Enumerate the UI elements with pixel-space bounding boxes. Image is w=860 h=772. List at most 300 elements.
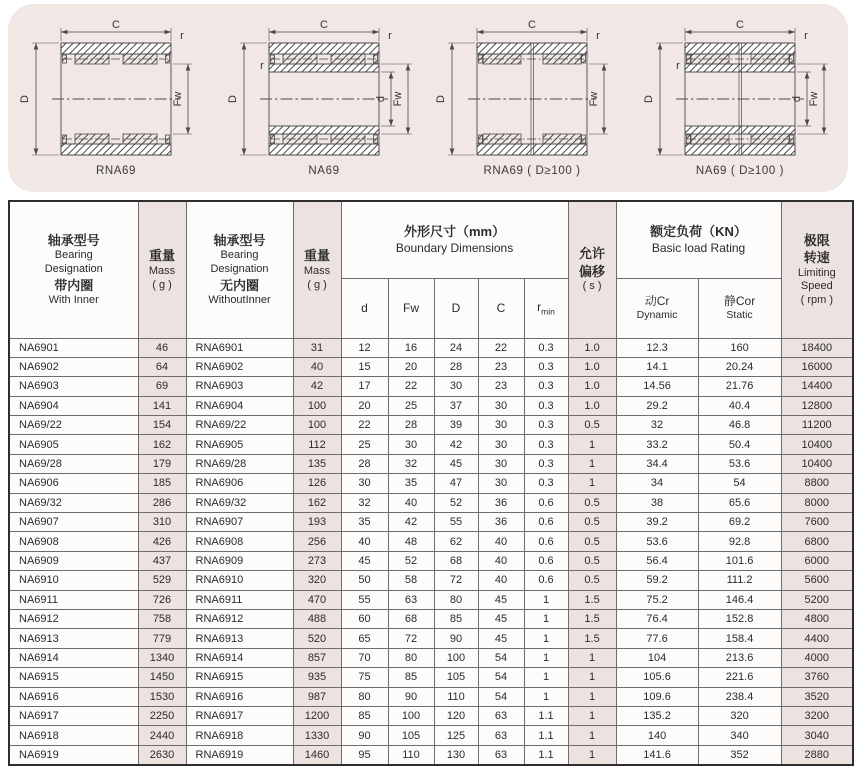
cell-dim-C: 30 — [478, 454, 524, 473]
diagram-rna69 — [16, 19, 216, 177]
cell-permissible-offset: 1 — [568, 745, 616, 765]
header-designation-without-inner — [186, 201, 293, 338]
cell-mass-without-inner: 100 — [293, 416, 341, 435]
cell-dynamic-cr: 38 — [616, 493, 698, 512]
cell-designation-without-inner: RNA6902 — [186, 357, 293, 376]
cell-dim-rmin: 0.3 — [524, 396, 568, 415]
cell-designation-with-inner: NA6903 — [9, 377, 138, 396]
cell-limiting-speed: 4000 — [781, 648, 853, 667]
bearing-spec-table — [8, 200, 854, 766]
diagram-caption: RNA69 ( D≥100 ) — [483, 165, 581, 177]
cell-mass-without-inner: 135 — [293, 454, 341, 473]
cell-dim-fw: 90 — [388, 687, 434, 706]
cell-designation-with-inner: NA69/28 — [9, 454, 138, 473]
cell-dim-rmin: 0.6 — [524, 571, 568, 590]
svg-text:D: D — [227, 95, 239, 103]
cell-mass-without-inner: 273 — [293, 551, 341, 570]
cell-designation-with-inner: NA6909 — [9, 551, 138, 570]
cell-mass-without-inner: 857 — [293, 648, 341, 667]
cell-designation-without-inner: RNA6913 — [186, 629, 293, 648]
header-designation-with-inner — [9, 201, 138, 338]
cell-dim-rmin: 1.1 — [524, 745, 568, 765]
header-text: Speed — [800, 280, 833, 293]
cell-designation-without-inner: RNA69/28 — [186, 454, 293, 473]
table-row — [9, 454, 853, 473]
cell-dim-D: 120 — [434, 706, 478, 725]
svg-text:C: C — [112, 19, 120, 31]
cell-dim-D: 125 — [434, 726, 478, 745]
cell-dim-fw: 52 — [388, 551, 434, 570]
cell-designation-with-inner: NA6907 — [9, 513, 138, 532]
cell-dynamic-cr: 56.4 — [616, 551, 698, 570]
cell-dynamic-cr: 32 — [616, 416, 698, 435]
cell-mass-without-inner: 470 — [293, 590, 341, 609]
cell-mass-without-inner: 31 — [293, 338, 341, 357]
bearing-cross-section — [432, 19, 632, 169]
table-row — [9, 435, 853, 454]
cell-designation-without-inner: RNA69/32 — [186, 493, 293, 512]
cell-dim-fw: 40 — [388, 493, 434, 512]
cell-dim-d: 20 — [341, 396, 388, 415]
cell-permissible-offset: 1 — [568, 668, 616, 687]
cell-dynamic-cr: 12.3 — [616, 338, 698, 357]
cell-limiting-speed: 12800 — [781, 396, 853, 415]
cell-dim-D: 105 — [434, 668, 478, 687]
cell-dynamic-cr: 34.4 — [616, 454, 698, 473]
diagram-caption: RNA69 — [95, 165, 137, 177]
cell-dim-C: 63 — [478, 706, 524, 725]
cell-dim-D: 100 — [434, 648, 478, 667]
cell-mass-without-inner: 1330 — [293, 726, 341, 745]
svg-text:C: C — [528, 19, 536, 31]
cell-mass-without-inner: 520 — [293, 629, 341, 648]
cell-dim-d: 70 — [341, 648, 388, 667]
cell-permissible-offset: 1.5 — [568, 590, 616, 609]
cell-designation-without-inner: RNA6907 — [186, 513, 293, 532]
cell-dim-rmin: 0.3 — [524, 357, 568, 376]
header-text: r — [537, 299, 542, 314]
cell-mass-without-inner: 935 — [293, 668, 341, 687]
cell-dim-rmin: 0.3 — [524, 454, 568, 473]
cell-static-cor: 46.8 — [698, 416, 781, 435]
cell-dim-fw: 28 — [388, 416, 434, 435]
cell-static-cor: 65.6 — [698, 493, 781, 512]
cell-dim-rmin: 1 — [524, 687, 568, 706]
cell-static-cor: 92.8 — [698, 532, 781, 551]
cell-mass-without-inner: 100 — [293, 396, 341, 415]
cell-dim-d: 95 — [341, 745, 388, 765]
header-text: Basic load Rating — [651, 240, 746, 255]
cell-permissible-offset: 0.5 — [568, 532, 616, 551]
table-header — [9, 201, 853, 338]
cell-limiting-speed: 7600 — [781, 513, 853, 532]
cell-mass-with-inner: 1340 — [138, 648, 186, 667]
header-text: 额定负荷（KN） — [650, 224, 747, 240]
cell-dim-d: 25 — [341, 435, 388, 454]
cell-dim-d: 45 — [341, 551, 388, 570]
svg-text:Fw: Fw — [808, 91, 820, 107]
cell-dim-D: 68 — [434, 551, 478, 570]
header-dynamic-cr — [616, 278, 698, 338]
cell-permissible-offset: 1 — [568, 687, 616, 706]
cell-static-cor: 101.6 — [698, 551, 781, 570]
cell-permissible-offset: 1.0 — [568, 338, 616, 357]
cell-dim-d: 75 — [341, 668, 388, 687]
cell-mass-with-inner: 69 — [138, 377, 186, 396]
cell-designation-with-inner: NA6917 — [9, 706, 138, 725]
cell-designation-without-inner: RNA6917 — [186, 706, 293, 725]
svg-text:r: r — [388, 30, 392, 42]
svg-text:r: r — [260, 60, 264, 72]
svg-text:D: D — [19, 95, 31, 103]
table-row — [9, 357, 853, 376]
cell-limiting-speed: 10400 — [781, 454, 853, 473]
cell-dynamic-cr: 105.6 — [616, 668, 698, 687]
cell-designation-with-inner: NA69/32 — [9, 493, 138, 512]
cell-mass-without-inner: 256 — [293, 532, 341, 551]
cell-permissible-offset: 1.5 — [568, 629, 616, 648]
cell-dynamic-cr: 109.6 — [616, 687, 698, 706]
cell-dim-rmin: 0.3 — [524, 416, 568, 435]
cell-static-cor: 340 — [698, 726, 781, 745]
cell-dim-d: 32 — [341, 493, 388, 512]
cell-mass-without-inner: 112 — [293, 435, 341, 454]
cell-designation-with-inner: NA6915 — [9, 668, 138, 687]
cell-static-cor: 152.8 — [698, 609, 781, 628]
table-row — [9, 571, 853, 590]
diagram-caption: NA69 — [308, 165, 340, 177]
header-text: ( rpm ) — [800, 294, 833, 307]
cell-designation-without-inner: RNA69/22 — [186, 416, 293, 435]
svg-text:r: r — [596, 30, 600, 42]
cell-designation-without-inner: RNA6906 — [186, 474, 293, 493]
header-text: 极限 — [803, 232, 830, 248]
cell-dim-C: 40 — [478, 551, 524, 570]
cell-limiting-speed: 18400 — [781, 338, 853, 357]
table-row — [9, 590, 853, 609]
cell-designation-without-inner: RNA6918 — [186, 726, 293, 745]
cell-designation-without-inner: RNA6901 — [186, 338, 293, 357]
cell-dim-D: 52 — [434, 493, 478, 512]
cell-dim-d: 35 — [341, 513, 388, 532]
cell-dynamic-cr: 104 — [616, 648, 698, 667]
cell-mass-without-inner: 193 — [293, 513, 341, 532]
header-dim-fw: Fw — [388, 278, 434, 338]
cell-dynamic-cr: 141.6 — [616, 745, 698, 765]
cell-limiting-speed: 8000 — [781, 493, 853, 512]
cell-static-cor: 160 — [698, 338, 781, 357]
svg-text:D: D — [435, 95, 447, 103]
cell-dim-C: 30 — [478, 416, 524, 435]
svg-text:r: r — [180, 30, 184, 42]
cell-permissible-offset: 1.0 — [568, 357, 616, 376]
cell-limiting-speed: 3520 — [781, 687, 853, 706]
header-text: With Inner — [48, 294, 99, 307]
cell-dim-d: 22 — [341, 416, 388, 435]
cell-designation-without-inner: RNA6916 — [186, 687, 293, 706]
bearing-cross-section — [16, 19, 216, 169]
header-permissible-offset — [568, 201, 616, 338]
cell-limiting-speed: 4400 — [781, 629, 853, 648]
cell-limiting-speed: 16000 — [781, 357, 853, 376]
cell-dim-fw: 105 — [388, 726, 434, 745]
cell-dim-D: 80 — [434, 590, 478, 609]
table-row — [9, 629, 853, 648]
cell-dim-D: 30 — [434, 377, 478, 396]
table-row — [9, 513, 853, 532]
bearing-cross-section — [224, 19, 424, 169]
cell-designation-without-inner: RNA6905 — [186, 435, 293, 454]
diagram-caption: NA69 ( D≥100 ) — [695, 165, 785, 177]
cell-dim-fw: 35 — [388, 474, 434, 493]
cell-permissible-offset: 1 — [568, 648, 616, 667]
cell-dim-fw: 20 — [388, 357, 434, 376]
cell-static-cor: 352 — [698, 745, 781, 765]
cell-dynamic-cr: 34 — [616, 474, 698, 493]
cell-dim-rmin: 0.6 — [524, 493, 568, 512]
cell-static-cor: 54 — [698, 474, 781, 493]
cell-dim-D: 85 — [434, 609, 478, 628]
cell-permissible-offset: 1.0 — [568, 377, 616, 396]
cell-limiting-speed: 6000 — [781, 551, 853, 570]
cell-dim-d: 80 — [341, 687, 388, 706]
cell-dim-D: 39 — [434, 416, 478, 435]
bearing-diagrams-panel — [8, 4, 848, 192]
cell-static-cor: 146.4 — [698, 590, 781, 609]
cell-dim-d: 12 — [341, 338, 388, 357]
header-text: 无内圈 — [219, 277, 259, 293]
cell-dim-fw: 68 — [388, 609, 434, 628]
cell-mass-without-inner: 488 — [293, 609, 341, 628]
cell-dim-rmin: 0.3 — [524, 474, 568, 493]
cell-dim-D: 24 — [434, 338, 478, 357]
svg-text:d: d — [375, 95, 387, 103]
cell-designation-without-inner: RNA6910 — [186, 571, 293, 590]
cell-permissible-offset: 1 — [568, 454, 616, 473]
cell-limiting-speed: 5600 — [781, 571, 853, 590]
header-dim-D: D — [434, 278, 478, 338]
cell-dim-d: 90 — [341, 726, 388, 745]
header-dim-rmin — [524, 278, 568, 338]
cell-dim-fw: 16 — [388, 338, 434, 357]
cell-dim-rmin: 0.3 — [524, 435, 568, 454]
cell-dynamic-cr: 39.2 — [616, 513, 698, 532]
cell-dim-D: 45 — [434, 454, 478, 473]
table-row — [9, 416, 853, 435]
cell-designation-without-inner: RNA6912 — [186, 609, 293, 628]
cell-mass-without-inner: 126 — [293, 474, 341, 493]
cell-dim-d: 17 — [341, 377, 388, 396]
cell-dim-fw: 72 — [388, 629, 434, 648]
cell-dim-fw: 30 — [388, 435, 434, 454]
diagram-rna69-d-100 — [432, 19, 632, 177]
cell-permissible-offset: 0.5 — [568, 493, 616, 512]
cell-dim-C: 40 — [478, 571, 524, 590]
cell-mass-with-inner: 1530 — [138, 687, 186, 706]
cell-limiting-speed: 6800 — [781, 532, 853, 551]
cell-designation-with-inner: NA6910 — [9, 571, 138, 590]
header-text: Bearing — [220, 249, 259, 262]
cell-dim-rmin: 1 — [524, 590, 568, 609]
header-text: 静Cor — [723, 293, 756, 308]
cell-dynamic-cr: 14.56 — [616, 377, 698, 396]
cell-mass-with-inner: 2250 — [138, 706, 186, 725]
cell-dim-fw: 42 — [388, 513, 434, 532]
header-text: ( s ) — [582, 280, 602, 293]
cell-dim-fw: 63 — [388, 590, 434, 609]
diagram-na69 — [224, 19, 424, 177]
cell-dim-d: 65 — [341, 629, 388, 648]
cell-dynamic-cr: 140 — [616, 726, 698, 745]
cell-limiting-speed: 10400 — [781, 435, 853, 454]
cell-dim-rmin: 0.3 — [524, 338, 568, 357]
header-text: Static — [726, 309, 753, 322]
cell-dim-C: 63 — [478, 745, 524, 765]
cell-dynamic-cr: 29.2 — [616, 396, 698, 415]
table-row — [9, 668, 853, 687]
cell-designation-with-inner: NA6908 — [9, 532, 138, 551]
cell-static-cor: 238.4 — [698, 687, 781, 706]
header-boundary-dimensions-group — [341, 201, 568, 278]
cell-designation-with-inner: NA6902 — [9, 357, 138, 376]
cell-dim-D: 90 — [434, 629, 478, 648]
cell-static-cor: 20.24 — [698, 357, 781, 376]
cell-dim-fw: 48 — [388, 532, 434, 551]
cell-mass-without-inner: 40 — [293, 357, 341, 376]
cell-designation-with-inner: NA6912 — [9, 609, 138, 628]
cell-mass-with-inner: 1450 — [138, 668, 186, 687]
cell-dim-rmin: 0.6 — [524, 551, 568, 570]
cell-mass-with-inner: 758 — [138, 609, 186, 628]
table-row — [9, 474, 853, 493]
cell-dim-C: 22 — [478, 338, 524, 357]
bearing-cross-section — [640, 19, 840, 169]
cell-mass-with-inner: 154 — [138, 416, 186, 435]
cell-designation-without-inner: RNA6914 — [186, 648, 293, 667]
cell-mass-with-inner: 162 — [138, 435, 186, 454]
header-text: Boundary Dimensions — [395, 240, 514, 255]
header-text: Mass — [303, 264, 331, 277]
cell-mass-with-inner: 310 — [138, 513, 186, 532]
cell-mass-with-inner: 141 — [138, 396, 186, 415]
cell-dim-rmin: 1.1 — [524, 726, 568, 745]
cell-dim-rmin: 1.1 — [524, 706, 568, 725]
cell-dynamic-cr: 77.6 — [616, 629, 698, 648]
header-mass-without-inner — [293, 201, 341, 338]
cell-dim-rmin: 1 — [524, 609, 568, 628]
header-text: 轴承型号 — [213, 232, 266, 248]
cell-dim-C: 63 — [478, 726, 524, 745]
cell-dynamic-cr: 135.2 — [616, 706, 698, 725]
cell-dim-fw: 32 — [388, 454, 434, 473]
cell-limiting-speed: 8800 — [781, 474, 853, 493]
cell-designation-without-inner: RNA6915 — [186, 668, 293, 687]
cell-mass-with-inner: 185 — [138, 474, 186, 493]
cell-dynamic-cr: 75.2 — [616, 590, 698, 609]
header-text: Designation — [44, 262, 103, 275]
cell-mass-without-inner: 42 — [293, 377, 341, 396]
cell-permissible-offset: 0.5 — [568, 551, 616, 570]
svg-text:d: d — [791, 95, 803, 103]
table-row — [9, 396, 853, 415]
cell-dim-C: 23 — [478, 377, 524, 396]
cell-static-cor: 69.2 — [698, 513, 781, 532]
cell-mass-without-inner: 1200 — [293, 706, 341, 725]
svg-text:r: r — [676, 60, 680, 72]
cell-dim-fw: 58 — [388, 571, 434, 590]
cell-limiting-speed: 4800 — [781, 609, 853, 628]
svg-text:Fw: Fw — [392, 91, 404, 107]
cell-static-cor: 320 — [698, 706, 781, 725]
cell-dim-C: 36 — [478, 513, 524, 532]
cell-dim-rmin: 0.3 — [524, 377, 568, 396]
cell-mass-with-inner: 726 — [138, 590, 186, 609]
cell-permissible-offset: 0.5 — [568, 571, 616, 590]
cell-dim-C: 54 — [478, 668, 524, 687]
cell-dim-D: 62 — [434, 532, 478, 551]
cell-dim-C: 45 — [478, 629, 524, 648]
cell-static-cor: 111.2 — [698, 571, 781, 590]
cell-dim-d: 15 — [341, 357, 388, 376]
header-text: 带内圈 — [54, 277, 94, 293]
cell-permissible-offset: 1.5 — [568, 609, 616, 628]
cell-dim-rmin: 0.6 — [524, 513, 568, 532]
cell-designation-without-inner: RNA6911 — [186, 590, 293, 609]
header-static-cor — [698, 278, 781, 338]
header-text: 重量 — [303, 248, 330, 264]
header-text: WithoutInner — [208, 294, 271, 307]
cell-dim-fw: 25 — [388, 396, 434, 415]
cell-designation-with-inner: NA6914 — [9, 648, 138, 667]
cell-limiting-speed: 5200 — [781, 590, 853, 609]
cell-static-cor: 21.76 — [698, 377, 781, 396]
header-text: 轴承型号 — [47, 232, 100, 248]
cell-dim-C: 23 — [478, 357, 524, 376]
cell-dim-D: 28 — [434, 357, 478, 376]
cell-limiting-speed: 3040 — [781, 726, 853, 745]
cell-dim-D: 72 — [434, 571, 478, 590]
header-basic-load-rating-group — [616, 201, 781, 278]
header-text: min — [541, 306, 555, 317]
header-mass-with-inner — [138, 201, 186, 338]
table-row — [9, 377, 853, 396]
header-text: 外形尺寸（mm） — [403, 224, 506, 240]
cell-mass-with-inner: 529 — [138, 571, 186, 590]
cell-dim-C: 45 — [478, 609, 524, 628]
cell-limiting-speed: 3760 — [781, 668, 853, 687]
cell-limiting-speed: 3200 — [781, 706, 853, 725]
cell-mass-with-inner: 2440 — [138, 726, 186, 745]
table-row — [9, 609, 853, 628]
table-row — [9, 687, 853, 706]
cell-designation-with-inner: NA6918 — [9, 726, 138, 745]
cell-static-cor: 221.6 — [698, 668, 781, 687]
cell-designation-without-inner: RNA6904 — [186, 396, 293, 415]
header-text: Designation — [210, 262, 269, 275]
cell-dim-D: 47 — [434, 474, 478, 493]
cell-designation-without-inner: RNA6903 — [186, 377, 293, 396]
cell-dim-rmin: 0.6 — [524, 532, 568, 551]
cell-limiting-speed: 2880 — [781, 745, 853, 765]
cell-dim-fw: 22 — [388, 377, 434, 396]
cell-designation-with-inner: NA69/22 — [9, 416, 138, 435]
cell-permissible-offset: 0.5 — [568, 513, 616, 532]
cell-designation-with-inner: NA6916 — [9, 687, 138, 706]
cell-static-cor: 158.4 — [698, 629, 781, 648]
cell-dim-C: 30 — [478, 474, 524, 493]
cell-dim-d: 85 — [341, 706, 388, 725]
cell-dim-D: 130 — [434, 745, 478, 765]
